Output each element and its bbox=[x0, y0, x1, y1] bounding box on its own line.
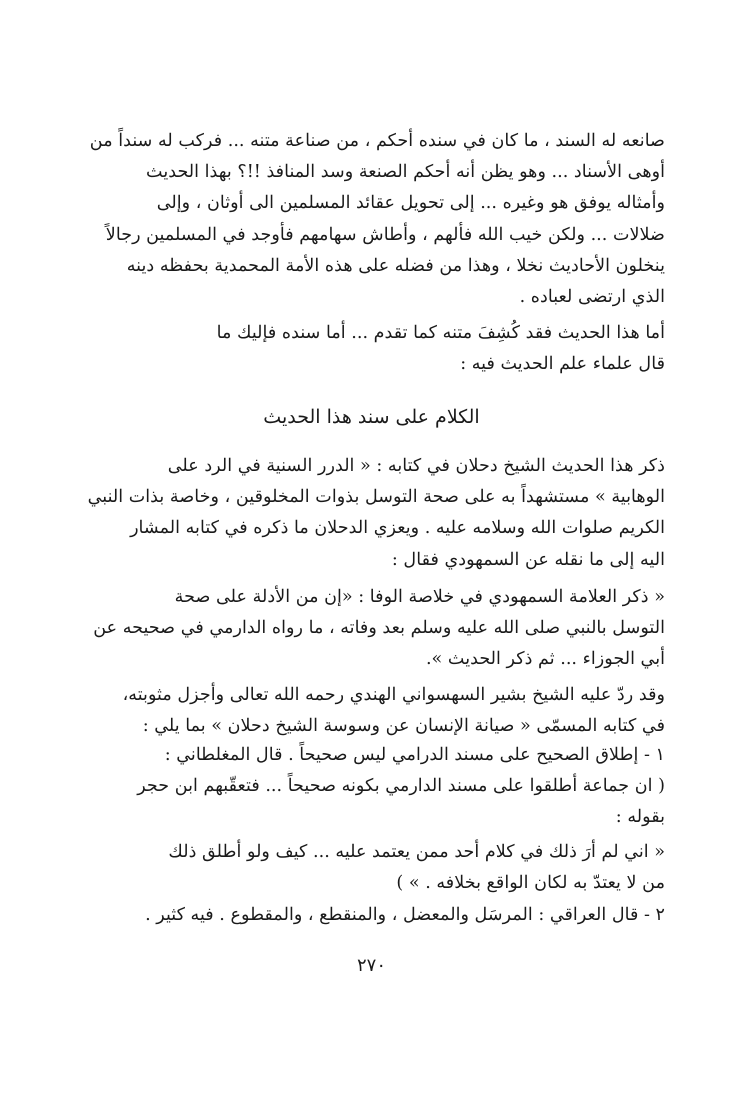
text-line: ١ - إطلاق الصحيح على مسند الدرامي ليس صحيحاً . قال المغلطاني : bbox=[164, 745, 665, 765]
text-line: ينخلون الأحاديث نخلا ، وهذا من فضله على هذه الأمة المحمدية بحفظه دينه bbox=[126, 255, 665, 276]
paragraph-5 bbox=[80, 680, 665, 742]
page-number: ٢٧٠ bbox=[356, 955, 386, 976]
paragraph-4 bbox=[80, 582, 665, 676]
text-line: ( ان جماعة أطلقوا على مسند الدارمي بكونه صحيحاً ... فتعقّبهم ابن حجر bbox=[137, 776, 665, 797]
paragraph-2 bbox=[80, 318, 665, 380]
text-line: أوهى الأسناد ... وهو يظن أنه أحكم الصنعة وسد المنافذ !!؟ بهذا الحديث bbox=[146, 162, 665, 183]
text-line: في كتابه المسمّى « صيانة الإنسان عن وسوسة الشيخ دحلان » بما يلي : bbox=[142, 716, 665, 737]
text-line: « ذكر العلامة السمهودي في خلاصة الوفا : «إن من الأدلة على صحة bbox=[174, 587, 665, 607]
section-heading: الكلام على سند هذا الحديث bbox=[263, 406, 480, 428]
text-line: الوهابية » مستشهداً به على صحة التوسل بذوات المخلوقين ، وخاصة بذات النبي bbox=[87, 487, 665, 508]
text-line: « اني لم أرَ ذلك في كلام أحد ممن يعتمد عليه ... كيف ولو أطلق ذلك bbox=[168, 842, 665, 862]
paragraph-8 bbox=[80, 900, 665, 931]
text-line: قال علماء علم الحديث فيه : bbox=[460, 354, 665, 375]
paragraph-3 bbox=[80, 451, 665, 576]
text-line: ضلالات ... ولكن خيب الله فألهم ، وأطاش سهامهم فأوجد في المسلمين رجالاً bbox=[105, 224, 665, 245]
text-line: وأمثاله يوفق هو وغيره ... إلى تحويل عقائد المسلمين الى أوثان ، وإلى bbox=[156, 193, 665, 214]
text-line: اليه إلى ما نقله عن السمهودي فقال : bbox=[391, 549, 665, 570]
text-line: أبي الجوزاء ... ثم ذكر الحديث ». bbox=[425, 649, 665, 670]
text-line: ذكر هذا الحديث الشيخ دحلان في كتابه : « الدرر السنية في الرد على bbox=[167, 456, 665, 476]
text-line: الكريم صلوات الله وسلامه عليه . ويعزي الدحلان ما ذكره في كتابه المشار bbox=[130, 518, 665, 539]
text-line: صانعه له السند ، ما كان في سنده أحكم ، من صناعة متنه ... فركب له سنداً من bbox=[89, 131, 665, 151]
paragraph-1 bbox=[80, 126, 665, 313]
paragraph-6 bbox=[80, 740, 665, 834]
text-line: أما هذا الحديث فقد كُشِفَ متنه كما تقدم ... أما سنده فإليك ما bbox=[216, 323, 665, 343]
text-line: التوسل بالنبي صلى الله عليه وسلم بعد وفاته ، ما رواه الدارمي في صحيحه عن bbox=[93, 618, 665, 639]
text-line: ٢ - قال العراقي : المرسَل والمعضل ، والمنقطع ، والمقطوع . فيه كثير . bbox=[145, 905, 665, 925]
text-line: بقوله : bbox=[615, 807, 665, 828]
text-line: وقد ردّ عليه الشيخ بشير السهسواني الهندي رحمه الله تعالى وأجزل مثوبته، bbox=[122, 685, 665, 705]
text-line: من لا يعتدّ به لكان الواقع بخلافه . » ) bbox=[396, 873, 665, 894]
text-line: الذي ارتضى لعباده . bbox=[519, 287, 665, 308]
paragraph-7 bbox=[80, 837, 665, 899]
